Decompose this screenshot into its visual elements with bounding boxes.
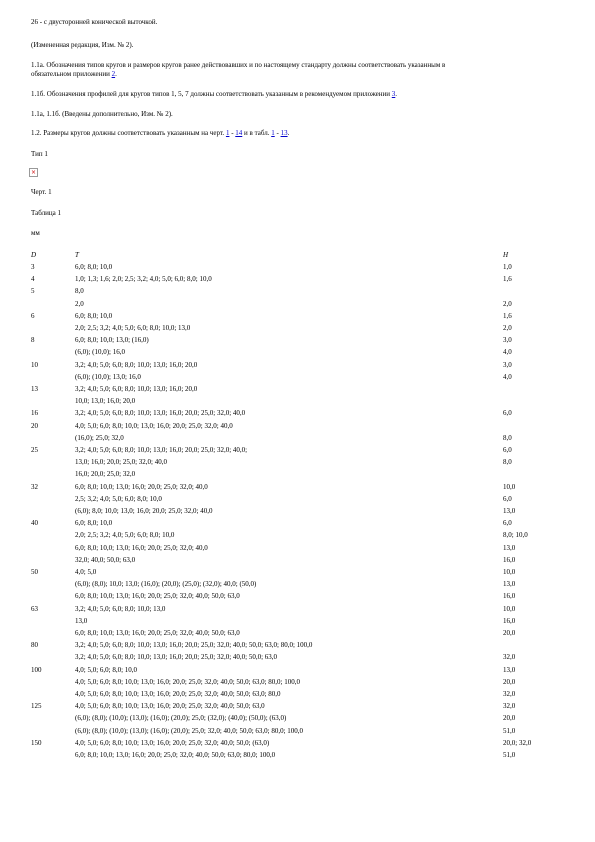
table-1-link[interactable]: 1 bbox=[271, 129, 275, 137]
cell-d: 125 bbox=[31, 702, 42, 711]
table-row bbox=[0, 702, 595, 714]
cell-t: 6,0; 8,0; 10,0; 13,0; 16,0; 20,0; 25,0; 32,0; 40,0; 50,0; 63,0; 80,0; 100,0 bbox=[75, 751, 276, 759]
broken-image-glyph: × bbox=[30, 169, 37, 176]
cell-t: 3,2; 4,0; 5,0; 6,0; 8,0; 10,0; 13,0; 16,0; 20,0; 25,0; 32,0; 40,0 bbox=[75, 409, 246, 418]
table-row bbox=[0, 531, 595, 543]
table-row bbox=[0, 361, 595, 373]
cell-d: 32 bbox=[31, 482, 38, 491]
cell-d: 5 bbox=[31, 287, 35, 296]
cell-h: 10,0 bbox=[503, 568, 516, 576]
table-row bbox=[0, 568, 595, 580]
cell-t: 3,2; 4,0; 5,0; 6,0; 8,0; 10,0; 13,0; 16,0; 20,0; 25,0; 32,0; 40,0; 50,0; 63,0; 80,0; 100,0 bbox=[75, 641, 313, 650]
para-1-1a-period: . bbox=[115, 70, 117, 78]
para-1-1a-line2 bbox=[31, 70, 117, 79]
cell-h: 4,0 bbox=[503, 348, 512, 357]
cell-t: 4,0; 5,0; 6,0; 8,0; 10,0 bbox=[75, 665, 138, 674]
para-1-2-dash2: - bbox=[274, 129, 281, 137]
type-label: Тип 1 bbox=[31, 150, 48, 158]
table-row bbox=[0, 617, 595, 629]
table-row bbox=[0, 690, 595, 702]
table-row bbox=[0, 483, 595, 495]
cell-h: 20,0 bbox=[503, 629, 516, 637]
cell-t: 2,5; 3,2; 4,0; 5,0; 6,0; 8,0; 10,0 bbox=[75, 494, 162, 503]
cell-h: 13,0 bbox=[503, 580, 516, 589]
cell-h: 20,0 bbox=[503, 677, 516, 686]
table-row bbox=[0, 751, 595, 763]
cell-h: 20,0 bbox=[503, 714, 516, 723]
cell-h: 1,6 bbox=[503, 311, 512, 320]
table-row bbox=[0, 458, 595, 470]
table-row bbox=[0, 727, 595, 739]
intro-line-added: 1.1а, 1.1б. (Введены дополнительно, Изм. № 2). bbox=[31, 110, 173, 118]
table-row bbox=[0, 495, 595, 507]
cell-h: 16,0 bbox=[503, 616, 516, 625]
table-row bbox=[0, 397, 595, 409]
cell-t: (6,0); (8,0); 10,0; 13,0; (16,0); (20,0); (25,0); (32,0); 40,0; (50,0) bbox=[75, 580, 257, 589]
table-row bbox=[0, 653, 595, 665]
cell-h: 6,0 bbox=[503, 446, 512, 454]
table-row bbox=[0, 580, 595, 592]
table-row bbox=[0, 300, 595, 312]
cell-t: 6,0; 8,0; 10,0; 13,0; 16,0; 20,0; 25,0; 32,0; 40,0 bbox=[75, 543, 208, 552]
cell-t: 4,0; 5,0 bbox=[75, 568, 97, 576]
cell-h: 13,0 bbox=[503, 507, 516, 515]
table-row bbox=[0, 470, 595, 482]
para-1-1b-period: . bbox=[395, 90, 398, 98]
cell-h: 10,0 bbox=[503, 482, 516, 491]
cell-h: 32,0 bbox=[503, 702, 516, 711]
figure-14-link[interactable]: 14 bbox=[235, 129, 243, 137]
cell-d: 16 bbox=[31, 409, 38, 418]
intro-line-type26: 26 - с двусторонней конической выточкой. bbox=[31, 18, 158, 26]
cell-h: 13,0 bbox=[503, 543, 516, 552]
cell-t: (6,0); (8,0); (10,0); (13,0); (16,0); (20,0); 25,0; (32,0); (40,0); (50,0); (63,0) bbox=[75, 714, 287, 723]
cell-h: 20,0; 32,0 bbox=[503, 738, 532, 747]
cell-h: 6,0 bbox=[503, 519, 512, 528]
cell-t: 3,2; 4,0; 5,0; 6,0; 8,0; 10,0; 13,0; 16,0; 20,0; 25,0; 32,0; 40,0; 50,0; 63,0 bbox=[75, 653, 278, 662]
cell-h: 1,0 bbox=[503, 263, 512, 271]
para-1-2-period: . bbox=[287, 129, 290, 137]
table-row bbox=[0, 409, 595, 421]
table-row bbox=[0, 324, 595, 336]
cell-t: (6,0); (10,0); 13,0; 16,0 bbox=[75, 372, 141, 381]
cell-d: 150 bbox=[31, 738, 42, 747]
cell-d: 50 bbox=[31, 568, 38, 576]
table-row bbox=[0, 678, 595, 690]
cell-d: 80 bbox=[31, 641, 38, 650]
table-row bbox=[0, 446, 595, 458]
para-1-2 bbox=[31, 129, 289, 138]
table-title: Таблица 1 bbox=[31, 209, 61, 217]
para-1-2-text: 1.2. Размеры кругов должны соответствовать указанным на черт. bbox=[31, 129, 226, 137]
cell-t: 16,0; 20,0; 25,0; 32,0 bbox=[75, 470, 136, 479]
cell-t: (16,0); 25,0; 32,0 bbox=[75, 433, 124, 442]
cell-t: 6,0; 8,0; 10,0 bbox=[75, 263, 113, 271]
para-1-1a-text: обязательном приложении bbox=[31, 70, 112, 78]
appendix-2-link[interactable]: 2 bbox=[111, 70, 116, 78]
cell-h: 6,0 bbox=[503, 409, 512, 418]
intro-line-amendment: (Измененная редакция, Изм. № 2). bbox=[31, 41, 134, 49]
cell-d: 6 bbox=[31, 311, 35, 320]
cell-t: 4,0; 5,0; 6,0; 8,0; 10,0; 13,0; 16,0; 20,0; 25,0; 32,0; 40,0; 50,0; 63,0; 80,0; 100,0 bbox=[75, 677, 300, 686]
cell-t: 3,2; 4,0; 5,0; 6,0; 8,0; 10,0; 13,0; 16,0; 20,0 bbox=[75, 360, 198, 369]
cell-t: 3,2; 4,0; 5,0; 6,0; 8,0; 10,0; 13,0; 16,0; 20,0; 25,0; 32,0; 40,0; bbox=[75, 446, 248, 454]
cell-h: 10,0 bbox=[503, 604, 516, 613]
table-row bbox=[0, 519, 595, 531]
cell-d: 25 bbox=[31, 446, 38, 454]
cell-t: 4,0; 5,0; 6,0; 8,0; 10,0; 13,0; 16,0; 20,0; 25,0; 32,0; 40,0; 50,0; 63,0; 80,0 bbox=[75, 690, 281, 698]
cell-d: 8 bbox=[31, 336, 35, 345]
cell-d: 40 bbox=[31, 519, 38, 528]
table-row bbox=[0, 641, 595, 653]
cell-t: 3,2; 4,0; 5,0; 6,0; 8,0; 10,0; 13,0; 16,0; 20,0 bbox=[75, 385, 198, 393]
table-row bbox=[0, 739, 595, 751]
para-1-2-dash1: - bbox=[229, 129, 236, 137]
cell-t: 6,0; 8,0; 10,0; 13,0; 16,0; 20,0; 25,0; 32,0; 40,0; 50,0; 63,0 bbox=[75, 592, 240, 601]
cell-t: 32,0; 40,0; 50,0; 63,0 bbox=[75, 555, 136, 564]
cell-t: 6,0; 8,0; 10,0 bbox=[75, 311, 113, 320]
cell-t: 2,0; 2,5; 3,2; 4,0; 5,0; 6,0; 8,0; 10,0 bbox=[75, 531, 175, 540]
cell-t: 2,0 bbox=[75, 299, 84, 308]
cell-t: 1,0; 1,3; 1,6; 2,0; 2,5; 3,2; 4,0; 5,0; 6,0; 8,0; 10,0 bbox=[75, 275, 212, 284]
table-row bbox=[0, 373, 595, 385]
table-13-link[interactable]: 13 bbox=[280, 129, 288, 137]
table-row bbox=[0, 434, 595, 446]
table-row bbox=[0, 666, 595, 678]
table-row bbox=[0, 385, 595, 397]
table-row bbox=[0, 336, 595, 348]
cell-h: 2,0 bbox=[503, 299, 512, 308]
para-1-1a-line1: 1.1а. Обозначения типов кругов и размеров кругов ранее действовавших и по настоящему стандарту должны соответствовать указанным в bbox=[31, 61, 446, 69]
cell-t: 6,0; 8,0; 10,0; 13,0; 16,0; 20,0; 25,0; 32,0; 40,0; 50,0; 63,0 bbox=[75, 629, 240, 637]
cell-h: 4,0 bbox=[503, 372, 512, 381]
cell-d: 63 bbox=[31, 604, 38, 613]
cell-t: 2,0; 2,5; 3,2; 4,0; 5,0; 6,0; 8,0; 10,0; 13,0 bbox=[75, 324, 191, 332]
para-1-1b-text: 1.1б. Обозначения профилей для кругов типов 1, 5, 7 должны соответствовать указанным в рекомендуемом приложении bbox=[31, 90, 392, 98]
cell-t: 10,0; 13,0; 16,0; 20,0 bbox=[75, 397, 136, 406]
table-row bbox=[0, 556, 595, 568]
cell-t: 4,0; 5,0; 6,0; 8,0; 10,0; 13,0; 16,0; 20,0; 25,0; 32,0; 40,0; 50,0; (63,0) bbox=[75, 738, 270, 747]
table-row bbox=[0, 544, 595, 556]
table-row bbox=[0, 629, 595, 641]
cell-t: 8,0 bbox=[75, 287, 84, 296]
cell-t: 3,2; 4,0; 5,0; 6,0; 8,0; 10,0; 13,0 bbox=[75, 604, 166, 613]
table-header-t: T bbox=[75, 251, 79, 259]
cell-t: (6,0); 8,0; 10,0; 13,0; 16,0; 20,0; 25,0; 32,0; 40,0 bbox=[75, 507, 213, 515]
figure-label: Черт. 1 bbox=[31, 188, 52, 196]
cell-h: 13,0 bbox=[503, 665, 516, 674]
table-row bbox=[0, 422, 595, 434]
cell-h: 8,0 bbox=[503, 458, 512, 467]
cell-h: 32,0 bbox=[503, 690, 516, 698]
cell-h: 16,0 bbox=[503, 555, 516, 564]
appendix-3-link[interactable]: 3 bbox=[391, 90, 396, 98]
table-row bbox=[0, 348, 595, 360]
cell-h: 6,0 bbox=[503, 494, 512, 503]
cell-h: 2,0 bbox=[503, 324, 512, 332]
cell-t: 6,0; 8,0; 10,0 bbox=[75, 519, 113, 528]
cell-t: 6,0; 8,0; 10,0; 13,0; 16,0; 20,0; 25,0; 32,0; 40,0 bbox=[75, 482, 208, 491]
cell-h: 51,0 bbox=[503, 726, 516, 735]
table-row bbox=[0, 263, 595, 275]
table-row bbox=[0, 714, 595, 726]
table-header-h: H bbox=[503, 251, 509, 259]
cell-h: 32,0 bbox=[503, 653, 516, 662]
table-header-d: D bbox=[31, 251, 37, 259]
table-row bbox=[0, 312, 595, 324]
table-units: мм bbox=[31, 229, 40, 237]
table-row bbox=[0, 287, 595, 299]
table-row bbox=[0, 605, 595, 617]
figure-1-link[interactable]: 1 bbox=[225, 129, 230, 137]
cell-h: 1,6 bbox=[503, 275, 512, 284]
cell-d: 13 bbox=[31, 385, 38, 393]
cell-t: 4,0; 5,0; 6,0; 8,0; 10,0; 13,0; 16,0; 20,0; 25,0; 32,0; 40,0; 50,0; 63,0 bbox=[75, 702, 265, 711]
cell-h: 51,0 bbox=[503, 751, 516, 759]
cell-d: 100 bbox=[31, 665, 42, 674]
cell-t: 6,0; 8,0; 10,0; 13,0; (16,0) bbox=[75, 336, 149, 345]
cell-t: (6,0); (8,0); (10,0); (13,0); (16,0); (20,0); 25,0; 32,0; 40,0; 50,0; 63,0; 80,0; 100,0 bbox=[75, 726, 304, 735]
cell-h: 8,0 bbox=[503, 433, 512, 442]
cell-t: 13,0; 16,0; 20,0; 25,0; 32,0; 40,0 bbox=[75, 458, 167, 467]
cell-t: 13,0 bbox=[75, 616, 88, 625]
cell-h: 3,0 bbox=[503, 360, 512, 369]
cell-d: 20 bbox=[31, 421, 38, 430]
cell-d: 10 bbox=[31, 360, 38, 369]
broken-image-icon[interactable] bbox=[29, 168, 38, 177]
para-1-2-mid: и в табл. bbox=[242, 129, 272, 137]
cell-h: 3,0 bbox=[503, 336, 512, 345]
cell-t: 4,0; 5,0; 6,0; 8,0; 10,0; 13,0; 16,0; 20,0; 25,0; 32,0; 40,0 bbox=[75, 421, 233, 430]
cell-h: 8,0; 10,0 bbox=[503, 531, 528, 540]
cell-t: (6,0); (10,0); 16,0 bbox=[75, 348, 125, 357]
table-row bbox=[0, 275, 595, 287]
cell-d: 4 bbox=[31, 275, 35, 284]
cell-h: 16,0 bbox=[503, 592, 516, 601]
cell-d: 3 bbox=[31, 263, 35, 271]
table-row bbox=[0, 507, 595, 519]
para-1-1b bbox=[31, 90, 397, 99]
table-row bbox=[0, 592, 595, 604]
